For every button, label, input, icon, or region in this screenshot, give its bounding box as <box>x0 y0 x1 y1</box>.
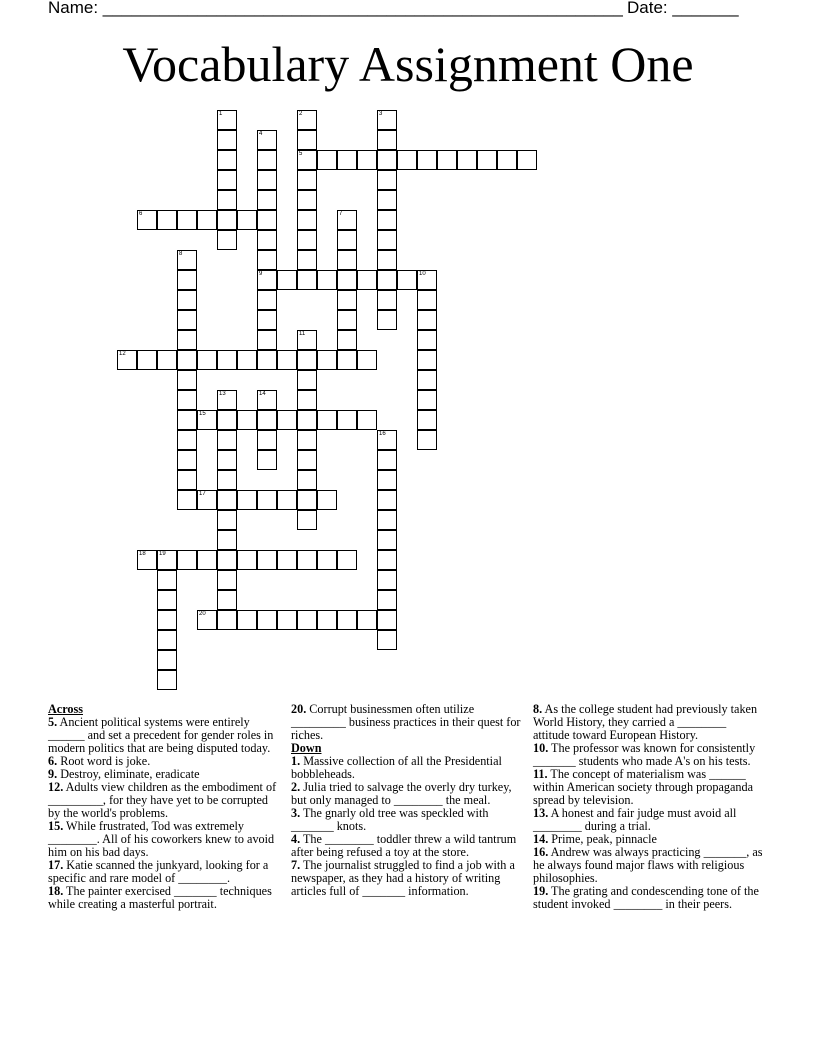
grid-cell[interactable] <box>177 250 197 270</box>
grid-cell[interactable] <box>377 430 397 450</box>
clue-number: 7 <box>339 211 343 217</box>
clue-num: 7. <box>291 858 301 872</box>
grid-cell[interactable] <box>217 550 237 570</box>
clue-number: 1 <box>219 111 223 117</box>
clue-num: 15. <box>48 819 64 833</box>
grid-cell[interactable] <box>157 550 177 570</box>
grid-cell[interactable] <box>297 370 317 390</box>
clue-text: Adults view children as the embodiment of _________, for they have yet to be corrupted by the world's problems. <box>48 780 277 820</box>
clue-number: 10 <box>419 271 426 277</box>
grid-cell[interactable] <box>257 410 277 430</box>
grid-cell[interactable] <box>277 610 297 630</box>
grid-cell[interactable] <box>297 610 317 630</box>
grid-cell[interactable] <box>337 350 357 370</box>
grid-cell[interactable] <box>377 230 397 250</box>
grid-cell[interactable] <box>297 250 317 270</box>
clue-num: 12. <box>48 780 64 794</box>
grid-cell[interactable] <box>257 310 277 330</box>
clue-number: 3 <box>379 111 383 117</box>
down-clue <box>291 755 523 781</box>
down-clue-list-1 <box>291 755 523 898</box>
grid-cell[interactable] <box>277 350 297 370</box>
grid-cell[interactable] <box>177 430 197 450</box>
grid-cell[interactable] <box>197 210 217 230</box>
clue-num: 8. <box>533 702 543 716</box>
grid-cell[interactable] <box>317 150 337 170</box>
clue-number: 12 <box>119 351 126 357</box>
grid-cell[interactable] <box>337 230 357 250</box>
grid-cell[interactable] <box>177 370 197 390</box>
clue-num: 17. <box>48 858 64 872</box>
grid-cell[interactable] <box>197 410 217 430</box>
grid-cell[interactable] <box>217 410 237 430</box>
grid-cell[interactable] <box>157 650 177 670</box>
grid-cell[interactable] <box>297 170 317 190</box>
grid-cell[interactable] <box>177 410 197 430</box>
grid-cell[interactable] <box>217 350 237 370</box>
grid-cell[interactable] <box>377 110 397 130</box>
grid-cell[interactable] <box>377 510 397 530</box>
grid-cell[interactable] <box>217 230 237 250</box>
clue-num: 1. <box>291 754 301 768</box>
grid-cell[interactable] <box>297 550 317 570</box>
grid-cell[interactable] <box>137 350 157 370</box>
grid-cell[interactable] <box>297 470 317 490</box>
grid-cell[interactable] <box>197 490 217 510</box>
grid-cell[interactable] <box>297 230 317 250</box>
down-clue <box>533 703 765 742</box>
grid-cell[interactable] <box>157 590 177 610</box>
clue-text: Julia tried to salvage the overly dry turkey, but only managed to ________ the meal. <box>291 780 512 807</box>
down-clue <box>533 846 765 885</box>
grid-cell[interactable] <box>317 350 337 370</box>
grid-cell[interactable] <box>177 210 197 230</box>
grid-cell[interactable] <box>297 490 317 510</box>
grid-cell[interactable] <box>257 170 277 190</box>
across-clue-list-2 <box>291 703 523 742</box>
across-clue <box>48 781 280 820</box>
clue-text: The gnarly old tree was speckled with _______ knots. <box>291 806 489 833</box>
clue-num: 18. <box>48 884 64 898</box>
grid-cell[interactable] <box>237 350 257 370</box>
down-clue <box>291 781 523 807</box>
across-clue-list-1 <box>48 716 280 911</box>
grid-cell[interactable] <box>257 390 277 410</box>
grid-cell[interactable] <box>257 210 277 230</box>
grid-cell[interactable] <box>277 490 297 510</box>
grid-cell[interactable] <box>297 150 317 170</box>
grid-cell[interactable] <box>317 610 337 630</box>
clue-number: 15 <box>199 411 206 417</box>
grid-cell[interactable] <box>337 250 357 270</box>
across-clue <box>291 703 523 742</box>
clue-text: Destroy, eliminate, eradicate <box>57 767 200 781</box>
grid-cell[interactable] <box>257 270 277 290</box>
clues-column-1 <box>48 703 280 911</box>
grid-cell[interactable] <box>337 410 357 430</box>
grid-cell[interactable] <box>377 490 397 510</box>
grid-cell[interactable] <box>377 530 397 550</box>
grid-cell[interactable] <box>417 410 437 430</box>
grid-cell[interactable] <box>397 150 417 170</box>
grid-cell[interactable] <box>377 170 397 190</box>
clue-number: 14 <box>259 391 266 397</box>
grid-cell[interactable] <box>297 330 317 350</box>
grid-cell[interactable] <box>257 330 277 350</box>
grid-cell[interactable] <box>297 430 317 450</box>
grid-cell[interactable] <box>217 530 237 550</box>
grid-cell[interactable] <box>297 450 317 470</box>
clue-number: 6 <box>139 211 143 217</box>
grid-cell[interactable] <box>417 330 437 350</box>
grid-cell[interactable] <box>377 630 397 650</box>
grid-cell[interactable] <box>357 350 377 370</box>
grid-cell[interactable] <box>377 550 397 570</box>
grid-cell[interactable] <box>217 170 237 190</box>
grid-cell[interactable] <box>357 150 377 170</box>
grid-cell[interactable] <box>257 550 277 570</box>
clue-text: Andrew was always practicing _______, as he always found major flaws with religious philosophies. <box>533 845 763 885</box>
clue-num: 3. <box>291 806 301 820</box>
clue-number: 4 <box>259 131 263 137</box>
clue-text: Massive collection of all the Presidential bobbleheads. <box>291 754 502 781</box>
grid-cell[interactable] <box>257 490 277 510</box>
down-clue <box>533 768 765 807</box>
grid-cell[interactable] <box>337 330 357 350</box>
grid-cell[interactable] <box>357 410 377 430</box>
grid-cell[interactable] <box>377 150 397 170</box>
grid-cell[interactable] <box>157 210 177 230</box>
grid-cell[interactable] <box>177 350 197 370</box>
grid-cell[interactable] <box>417 390 437 410</box>
clue-num: 16. <box>533 845 549 859</box>
clue-text: Prime, peak, pinnacle <box>548 832 657 846</box>
grid-cell[interactable] <box>297 410 317 430</box>
grid-cell[interactable] <box>157 670 177 690</box>
grid-cell[interactable] <box>337 150 357 170</box>
grid-cell[interactable] <box>117 350 137 370</box>
clue-number: 18 <box>139 551 146 557</box>
grid-cell[interactable] <box>217 430 237 450</box>
grid-cell[interactable] <box>237 610 257 630</box>
grid-cell[interactable] <box>257 430 277 450</box>
grid-cell[interactable] <box>157 350 177 370</box>
down-heading: Down <box>291 741 322 755</box>
grid-cell[interactable] <box>317 550 337 570</box>
grid-cell[interactable] <box>217 150 237 170</box>
clue-number: 17 <box>199 491 206 497</box>
grid-cell[interactable] <box>257 290 277 310</box>
grid-cell[interactable] <box>217 510 237 530</box>
grid-cell[interactable] <box>257 190 277 210</box>
grid-cell[interactable] <box>237 550 257 570</box>
grid-cell[interactable] <box>217 390 237 410</box>
grid-cell[interactable] <box>297 510 317 530</box>
grid-cell[interactable] <box>217 570 237 590</box>
across-clue <box>48 716 280 755</box>
grid-cell[interactable] <box>217 130 237 150</box>
grid-cell[interactable] <box>257 610 277 630</box>
grid-cell[interactable] <box>177 470 197 490</box>
grid-cell[interactable] <box>517 150 537 170</box>
clue-num: 4. <box>291 832 301 846</box>
across-clue <box>48 820 280 859</box>
grid-cell[interactable] <box>377 470 397 490</box>
grid-cell[interactable] <box>437 150 457 170</box>
grid-cell[interactable] <box>417 150 437 170</box>
grid-cell[interactable] <box>457 150 477 170</box>
clue-number: 5 <box>299 151 303 157</box>
grid-cell[interactable] <box>157 570 177 590</box>
grid-cell[interactable] <box>337 610 357 630</box>
clue-num: 9. <box>48 767 58 781</box>
grid-cell[interactable] <box>477 150 497 170</box>
grid-cell[interactable] <box>137 550 157 570</box>
grid-cell[interactable] <box>317 490 337 510</box>
down-clue-list-2 <box>533 703 765 911</box>
grid-cell[interactable] <box>177 290 197 310</box>
grid-cell[interactable] <box>237 490 257 510</box>
clue-num: 20. <box>291 702 307 716</box>
grid-cell[interactable] <box>337 550 357 570</box>
grid-cell[interactable] <box>217 590 237 610</box>
grid-cell[interactable] <box>217 610 237 630</box>
grid-cell[interactable] <box>137 210 157 230</box>
grid-cell[interactable] <box>377 610 397 630</box>
grid-cell[interactable] <box>377 310 397 330</box>
grid-cell[interactable] <box>197 610 217 630</box>
clue-number: 8 <box>179 251 183 257</box>
clue-number: 9 <box>259 271 263 277</box>
clue-number: 11 <box>299 331 306 337</box>
grid-cell[interactable] <box>277 270 297 290</box>
grid-cell[interactable] <box>297 270 317 290</box>
clue-text: Katie scanned the junkyard, looking for a specific and rare model of ________. <box>48 858 269 885</box>
grid-cell[interactable] <box>257 250 277 270</box>
clue-text: Root word is joke. <box>57 754 151 768</box>
down-clue <box>291 833 523 859</box>
grid-cell[interactable] <box>337 270 357 290</box>
down-clue <box>291 859 523 898</box>
grid-cell[interactable] <box>297 390 317 410</box>
grid-cell[interactable] <box>337 310 357 330</box>
grid-cell[interactable] <box>377 290 397 310</box>
grid-cell[interactable] <box>237 410 257 430</box>
grid-cell[interactable] <box>377 210 397 230</box>
grid-cell[interactable] <box>317 270 337 290</box>
grid-cell[interactable] <box>377 570 397 590</box>
clue-text: The journalist struggled to find a job with a newspaper, as they had a history of writing articles full of _______ information. <box>291 858 515 898</box>
clue-number: 2 <box>299 111 303 117</box>
grid-cell[interactable] <box>257 130 277 150</box>
grid-cell[interactable] <box>177 450 197 470</box>
clue-num: 14. <box>533 832 549 846</box>
grid-cell[interactable] <box>377 130 397 150</box>
page-title: Vocabulary Assignment One <box>122 36 694 92</box>
down-clue <box>533 885 765 911</box>
clue-num: 13. <box>533 806 549 820</box>
grid-cell[interactable] <box>417 310 437 330</box>
grid-cell[interactable] <box>217 190 237 210</box>
grid-cell[interactable] <box>177 270 197 290</box>
clue-text: While frustrated, Tod was extremely ________. All of his coworkers knew to avoid him on his bad days. <box>48 819 275 859</box>
grid-cell[interactable] <box>177 310 197 330</box>
grid-cell[interactable] <box>377 450 397 470</box>
grid-cell[interactable] <box>237 210 257 230</box>
grid-cell[interactable] <box>377 250 397 270</box>
grid-cell[interactable] <box>377 190 397 210</box>
grid-cell[interactable] <box>417 350 437 370</box>
grid-cell[interactable] <box>257 150 277 170</box>
clue-text: The ________ toddler threw a wild tantrum after being refused a toy at the store. <box>291 832 517 859</box>
clue-text: Corrupt businessmen often utilize _________ business practices in their quest for riches. <box>291 702 521 742</box>
grid-cell[interactable] <box>217 450 237 470</box>
clue-text: The professor was known for consistently _______ students who made A's on his tests. <box>533 741 756 768</box>
clues-column-3 <box>533 703 765 911</box>
grid-cell[interactable] <box>357 270 377 290</box>
grid-cell[interactable] <box>397 270 417 290</box>
clue-text: The grating and condescending tone of the student invoked ________ in their peers. <box>533 884 759 911</box>
grid-cell[interactable] <box>417 370 437 390</box>
clue-num: 2. <box>291 780 301 794</box>
grid-cell[interactable] <box>417 290 437 310</box>
clue-text: Ancient political systems were entirely ______ and set a precedent for gender roles in modern politics that are being disputed today. <box>48 715 274 755</box>
grid-cell[interactable] <box>297 210 317 230</box>
grid-cell[interactable] <box>377 590 397 610</box>
clue-text: A honest and fair judge must avoid all ________ during a trial. <box>533 806 737 833</box>
clue-text: The painter exercised _______ techniques while creating a masterful portrait. <box>48 884 272 911</box>
grid-cell[interactable] <box>297 350 317 370</box>
date-label: Date: _______ <box>627 0 739 17</box>
grid-cell[interactable] <box>177 390 197 410</box>
clue-num: 11. <box>533 767 548 781</box>
clue-text: As the college student had previously taken World History, they carried a ________ attitude toward European History. <box>533 702 758 742</box>
grid-cell[interactable] <box>357 610 377 630</box>
grid-cell[interactable] <box>257 230 277 250</box>
clue-num: 19. <box>533 884 549 898</box>
across-heading: Across <box>48 702 83 716</box>
across-clue <box>48 885 280 911</box>
clue-num: 6. <box>48 754 58 768</box>
clue-text: The concept of materialism was ______ within American society through propaganda spread by television. <box>533 767 753 807</box>
clue-num: 5. <box>48 715 58 729</box>
grid-cell[interactable] <box>217 470 237 490</box>
grid-cell[interactable] <box>297 190 317 210</box>
grid-cell[interactable] <box>217 210 237 230</box>
clue-number: 19 <box>159 551 166 557</box>
clue-num: 10. <box>533 741 549 755</box>
clue-number: 20 <box>199 611 206 617</box>
name-label: Name: _______________________________________________________ <box>48 0 623 17</box>
grid-cell[interactable] <box>277 550 297 570</box>
grid-cell[interactable] <box>337 290 357 310</box>
grid-cell[interactable] <box>177 490 197 510</box>
across-clue <box>48 859 280 885</box>
grid-cell[interactable] <box>377 270 397 290</box>
clue-number: 16 <box>379 431 386 437</box>
grid-cell[interactable] <box>417 430 437 450</box>
grid-cell[interactable] <box>297 110 317 130</box>
grid-cell[interactable] <box>157 630 177 650</box>
clues-column-2 <box>291 703 523 898</box>
grid-cell[interactable] <box>277 410 297 430</box>
grid-cell[interactable] <box>217 110 237 130</box>
grid-cell[interactable] <box>177 550 197 570</box>
grid-cell[interactable] <box>337 210 357 230</box>
grid-cell[interactable] <box>317 410 337 430</box>
grid-cell[interactable] <box>257 350 277 370</box>
down-clue <box>533 742 765 768</box>
grid-cell[interactable] <box>497 150 517 170</box>
grid-cell[interactable] <box>197 550 217 570</box>
grid-cell[interactable] <box>257 450 277 470</box>
down-clue <box>533 807 765 833</box>
down-clue <box>291 807 523 833</box>
grid-cell[interactable] <box>157 610 177 630</box>
grid-cell[interactable] <box>197 350 217 370</box>
clue-number: 13 <box>219 391 226 397</box>
grid-cell[interactable] <box>177 330 197 350</box>
grid-cell[interactable] <box>297 130 317 150</box>
grid-cell[interactable] <box>217 490 237 510</box>
grid-cell[interactable] <box>417 270 437 290</box>
